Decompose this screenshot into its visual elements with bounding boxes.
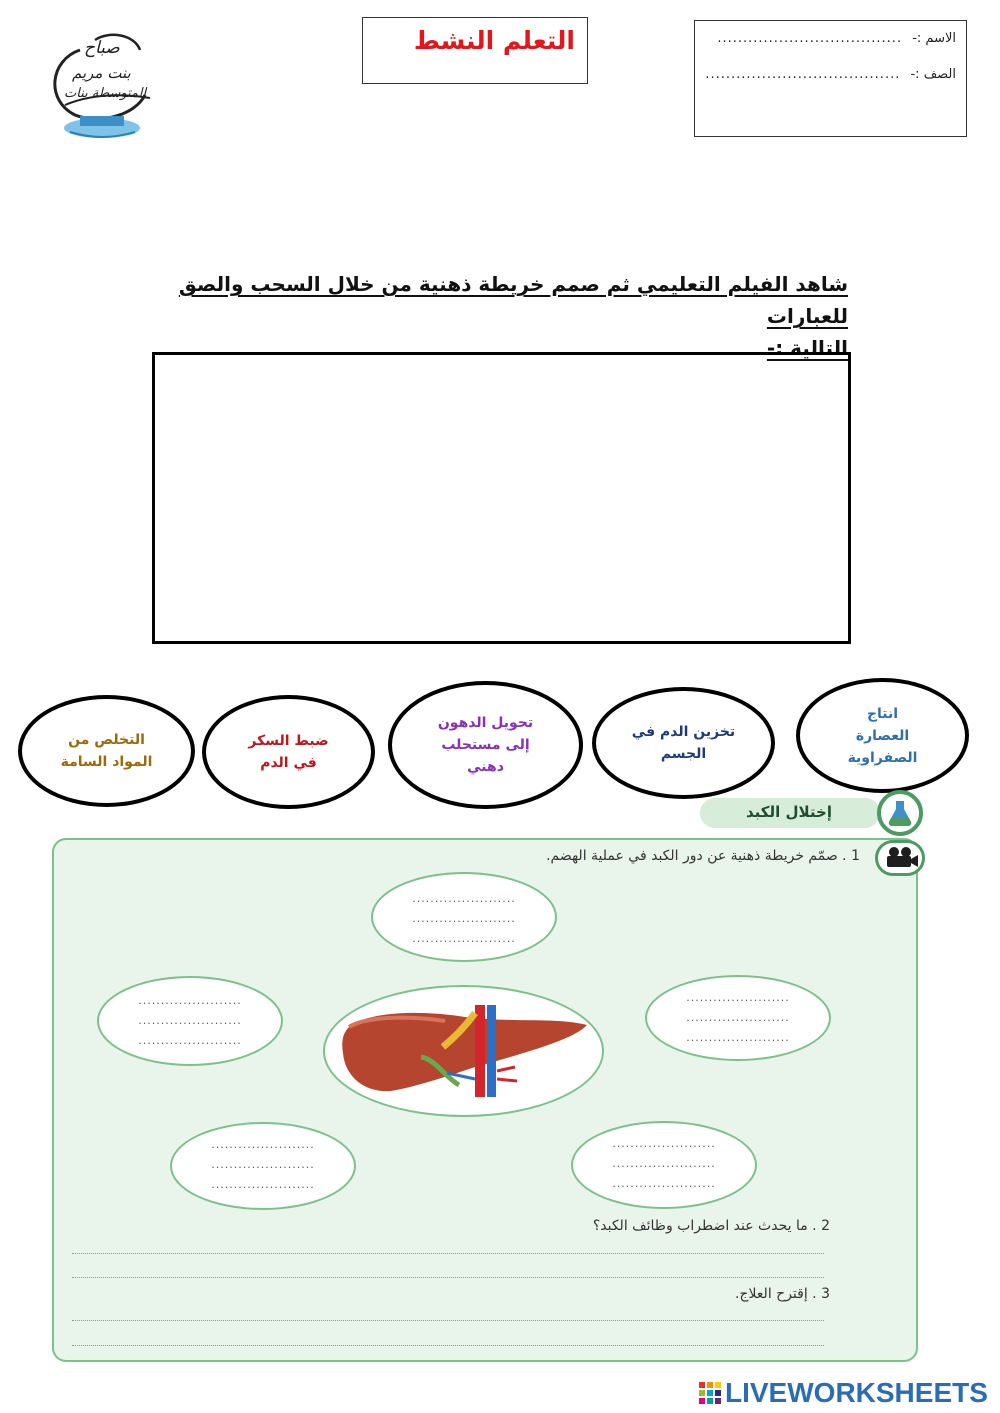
- dots-line: .......................: [138, 994, 242, 1007]
- flask-icon: [877, 790, 923, 836]
- dots-line: .......................: [138, 1034, 242, 1047]
- answer-line[interactable]: [72, 1277, 824, 1278]
- mind-map-bubble-right[interactable]: [645, 975, 831, 1061]
- mind-map-bubble-bottom-left[interactable]: [170, 1122, 356, 1210]
- oval-text: العصارة: [855, 727, 910, 744]
- oval-blood-storage[interactable]: [592, 687, 775, 799]
- title-box: [362, 17, 588, 84]
- dots-line: .......................: [211, 1178, 315, 1191]
- name-label: الاسم :-: [912, 31, 956, 46]
- oval-text: تحويل الدهون: [437, 715, 534, 731]
- logo-text-2: بنت مريم: [72, 64, 131, 82]
- liver-icon: [325, 987, 602, 1115]
- class-label: الصف :-: [910, 67, 956, 82]
- name-field[interactable]: ....................................: [717, 31, 903, 46]
- answer-line[interactable]: [72, 1320, 824, 1321]
- oval-text: الصفراوية: [847, 749, 918, 766]
- brand-grid-icon: [698, 1381, 722, 1405]
- oval-text: المواد السامة: [60, 754, 153, 770]
- mind-map-bubble-left[interactable]: [97, 976, 283, 1066]
- instruction-text: [168, 268, 848, 364]
- section-title: إختلال الكبد: [746, 803, 832, 821]
- logo-text-3: المتوسطة بنات: [64, 86, 147, 101]
- oval-text: التخلص من: [68, 732, 145, 748]
- dots-line: .......................: [686, 1031, 790, 1044]
- dots-line: .......................: [412, 912, 516, 925]
- mind-map-center-liver: [323, 985, 604, 1117]
- liveworksheets-logo: [698, 1378, 988, 1408]
- oval-fat-emulsion[interactable]: [388, 681, 583, 809]
- oval-text: دهني: [467, 759, 504, 775]
- oval-text: ضبط السكر: [248, 733, 329, 749]
- dots-line: .......................: [211, 1158, 315, 1171]
- dots-line: .......................: [412, 932, 516, 945]
- answer-line[interactable]: [72, 1345, 824, 1346]
- page-title: التعلم النشط: [413, 26, 575, 55]
- dots-line: .......................: [612, 1177, 716, 1190]
- logo-text-1: صباح: [84, 38, 120, 58]
- dots-line: .......................: [412, 892, 516, 905]
- question-3: 3 . إقترح العلاج.: [734, 1286, 830, 1302]
- class-row: [705, 67, 956, 82]
- oval-text: الجسم: [660, 746, 707, 762]
- oval-toxin-removal[interactable]: [18, 695, 195, 807]
- dots-line: .......................: [686, 1011, 790, 1024]
- class-field[interactable]: ......................................: [705, 67, 901, 82]
- mind-map-bubble-bottom-right[interactable]: [571, 1121, 757, 1209]
- question-1: 1 . صمّم خريطة ذهنية عن دور الكبد في عملية الهضم.: [546, 848, 860, 864]
- school-logo: [40, 20, 160, 145]
- dots-line: .......................: [211, 1138, 315, 1151]
- instruction-line-2: التالية :-: [766, 336, 848, 360]
- question-2: 2 . ما يحدث عند اضطراب وظائف الكبد؟: [592, 1218, 830, 1234]
- oval-blood-sugar[interactable]: [202, 695, 375, 809]
- instruction-line-1: شاهد الفيلم التعليمي ثم صمم خريطة ذهنية من خلال السحب والصق للعبارات: [178, 272, 848, 328]
- dots-line: .......................: [686, 991, 790, 1004]
- dots-line: .......................: [612, 1137, 716, 1150]
- oval-text: تخزين الدم في: [631, 724, 736, 740]
- video-camera-icon: [875, 840, 925, 876]
- dots-line: .......................: [612, 1157, 716, 1170]
- oval-text: إلى مستحلب: [441, 737, 530, 753]
- oval-text: في الدم: [260, 755, 317, 771]
- mind-map-drop-area[interactable]: [152, 352, 851, 644]
- mind-map-bubble-top[interactable]: [371, 872, 557, 962]
- brand-name: LIVEWORKSHEETS: [725, 1377, 988, 1408]
- dots-line: .......................: [138, 1014, 242, 1027]
- oval-bile-production[interactable]: [796, 678, 969, 793]
- section-ribbon: [700, 798, 880, 828]
- answer-line[interactable]: [72, 1253, 824, 1254]
- student-info-box: [694, 20, 967, 137]
- oval-text: انتاج: [866, 705, 899, 722]
- name-row: [717, 31, 956, 46]
